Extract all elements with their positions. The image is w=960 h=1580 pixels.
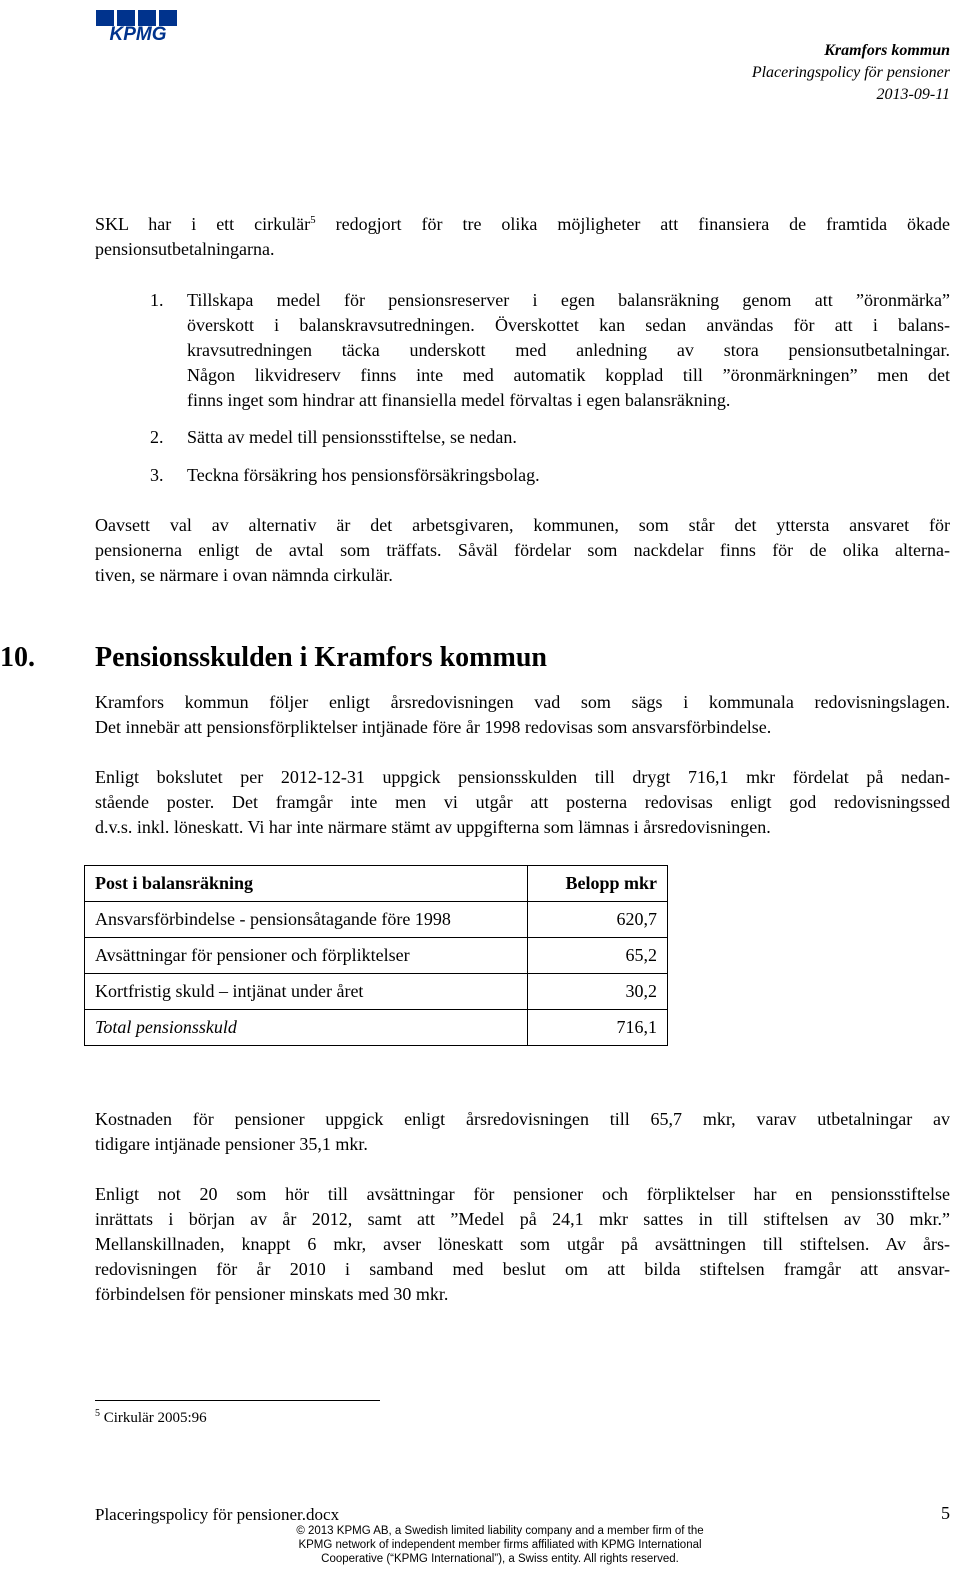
paragraph-kramfors: Kramfors kommun följer enligt årsredovisningen vad som sägs i kommunala redovisningslagen. Det innebär att pensionsförpliktelser intjänade före år 1998 redovisas som ansvarsförbindelse. [95, 692, 950, 737]
header-org: Kramfors kommun [824, 42, 950, 59]
page-header [752, 40, 950, 106]
footer-copyright: © 2013 KPMG AB, a Swedish limited liability company and a member firm of the KPMG network of independent member firms affiliated with KPMG International Cooperative (“KPMG International”), a Swiss entity. All rights reserved. [296, 1525, 704, 1565]
list-item-text: Sätta av medel till pensionsstiftelse, se nedan. [187, 427, 517, 447]
table-cell: 716,1 [528, 1010, 668, 1046]
table-row [85, 902, 668, 938]
table-cell: 30,2 [528, 974, 668, 1010]
section-number: 10. [0, 642, 35, 673]
table-cell: Ansvarsförbindelse - pensionsåtagande före 1998 [85, 902, 528, 938]
table-cell: Avsättningar för pensioner och förpliktelser [85, 938, 528, 974]
section-title: Pensionsskulden i Kramfors kommun [95, 642, 547, 673]
paragraph-bokslut: Enligt bokslutet per 2012-12-31 uppgick pensionsskulden till drygt 716,1 mkr fördelat på nedan- stående poster. Det framgår inte men vi utgår att posterna redovisas enligt god redovisningssed d.v.s. inkl. löneskatt. Vi har inte närmare stämt av uppgifterna som lämnas i årsredovisningen. [95, 767, 950, 837]
section-heading [0, 640, 547, 676]
table-row [85, 974, 668, 1010]
table-cell: 65,2 [528, 938, 668, 974]
paragraph-kostnad: Kostnaden för pensioner uppgick enligt årsredovisningen till 65,7 mkr, varav utbetalningar av tidigare intjänade pensioner 35,1 mkr. [95, 1109, 950, 1154]
header-date: 2013-09-11 [876, 86, 950, 103]
list-item-text: Teckna försäkring hos pensionsförsäkringsbolag. [187, 465, 540, 485]
table-cell: Kortfristig skuld – intjänat under året [85, 974, 528, 1010]
page-number: 5 [941, 1503, 950, 1523]
list-item-text: Tillskapa medel för pensionsreserver i egen balansräkning genom att ”öronmärka” överskott i balanskravsutredningen. Överskottet kan sedan användas för att i balans- kravsutredningen täcka underskott med anledning av stora pensionsutbetalningar. Någon likvidreserv finns inte med automatik kopplad till ”öronmärkningen” men det finns inget som hindrar att finansiella medel förvaltas i egen balansräkning. [187, 290, 950, 410]
intro-paragraph [95, 212, 950, 262]
table-cell: Total pensionsskuld [85, 1010, 528, 1046]
pension-debt-table [84, 865, 668, 1046]
paragraph-not20: Enligt not 20 som hör till avsättningar för pensioner och förpliktelser har en pensionsstiftelse inrättats i början av år 2012, samt att ”Medel på 24,1 mkr sattes in till stiftelsen av 30 mkr.” Mellanskillnaden, knappt 6 mkr, avser löneskatt som utgår på avsättningen till stiftelsen. Av års- redovisningen för år 2010 i samband med beslut om att bilda stiftelsen framgår att ansvar- förbindelsen för pensioner minskats med 30 mkr. [95, 1184, 950, 1304]
intro-line-2: pensionsutbetalningarna. [95, 239, 275, 259]
logo-text: KPMG [109, 24, 167, 42]
list-item-number: 2. [150, 427, 164, 447]
footnote-text: Cirkulär 2005:96 [100, 1410, 207, 1426]
table-row [85, 938, 668, 974]
footnote-number: 5 [95, 1408, 100, 1419]
footnote-ref: 5 [310, 214, 316, 226]
kpmg-logo [94, 8, 182, 42]
list-item-number: 1. [150, 290, 164, 310]
footer-filename: Placeringspolicy för pensioner.docx [95, 1505, 340, 1524]
intro-line-1: SKL har i ett cirkulär$^5$ redogjort för tre olika möjligheter att finansiera de framtida ökade [95, 214, 951, 234]
list-item-number: 3. [150, 465, 164, 485]
footnote-divider [95, 1400, 380, 1401]
footnote [95, 1410, 207, 1427]
column-header: Post i balansräkning [85, 866, 528, 902]
header-doc-title: Placeringspolicy för pensioner [751, 64, 950, 81]
table-header-row [85, 866, 668, 902]
table-total-row [85, 1010, 668, 1046]
table-cell: 620,7 [528, 902, 668, 938]
column-header: Belopp mkr [528, 866, 668, 902]
paragraph-oavsett: Oavsett val av alternativ är det arbetsgivaren, kommunen, som står det yttersta ansvaret för pensionerna enligt de avtal som träffats. Såväl fördelar som nackdelar finns för de olika alterna- tiven, se närmare i ovan nämnda cirkulär. [95, 515, 950, 585]
